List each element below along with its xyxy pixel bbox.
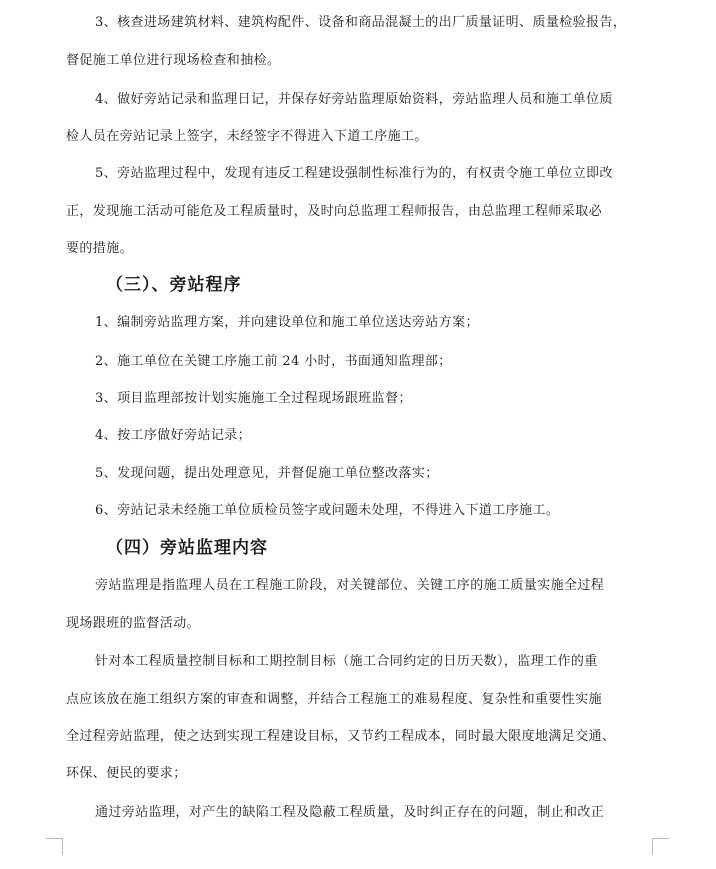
paragraph-line: 旁站监理是指监理人员在工程施工阶段，对关键部位、关键工序的施工质量实施全过程 [95, 578, 605, 593]
section-heading: （三）、旁站程序 [106, 275, 242, 295]
list-item: 4、按工序做好旁站记录； [95, 428, 252, 443]
paragraph-line: 4、做好旁站记录和监理日记，并保存好旁站监理原始资料，旁站监理人员和施工单位质 [95, 92, 613, 107]
paragraph-line: 督促施工单位进行现场检查和抽检。 [66, 53, 281, 68]
paragraph-line: 要的措施。 [66, 241, 134, 256]
paragraph-line: 环保、便民的要求； [66, 766, 187, 781]
paragraph-line: 5、旁站监理过程中，发现有违反工程建设强制性标准行为的，有权责令施工单位立即改 [95, 166, 613, 181]
paragraph-line: 点应该放在施工组织方案的审查和调整，并结合工程施工的难易程度、复杂性和重要性实施 [66, 692, 603, 707]
paragraph-line: 检人员在旁站记录上签字，未经签字不得进入下道工序施工。 [66, 129, 428, 144]
list-item: 3、项目监理部按计划实施施工全过程现场跟班监督； [95, 391, 412, 406]
paragraph-line: 通过旁站监理，对产生的缺陷工程及隐蔽工程质量，及时纠正存在的问题，制止和改正 [95, 805, 605, 820]
page-corner-mark-bottom-right [652, 838, 669, 855]
list-item: 1、编制旁站监理方案，并向建设单位和施工单位送达旁站方案； [95, 315, 479, 330]
paragraph-line: 全过程旁站监理，使之达到实现工程建设目标，又节约工程成本，同时最大限度地满足交通、 [66, 729, 616, 744]
paragraph-line: 3、核查进场建筑材料、建筑构配件、设备和商品混凝土的出厂质量证明、质量检验报告， [95, 15, 627, 30]
section-heading: （四）旁站监理内容 [106, 538, 268, 558]
paragraph-line: 现场跟班的监督活动。 [66, 616, 201, 631]
list-item: 6、旁站记录未经施工单位质检员签字或问题未处理，不得进入下道工序施工。 [95, 503, 560, 518]
page-corner-mark-bottom-left [46, 838, 63, 855]
list-item: 5、发现问题，提出处理意见，并督促施工单位整改落实； [95, 466, 439, 481]
list-item: 2、施工单位在关键工序施工前 24 小时，书面通知监理部； [95, 354, 452, 369]
paragraph-line: 针对本工程质量控制目标和工期控制目标（施工合同约定的日历天数），监理工作的重 [95, 654, 598, 669]
paragraph-line: 正，发现施工活动可能危及工程质量时，及时向总监理工程师报告，由总监理工程师采取必 [66, 204, 603, 219]
